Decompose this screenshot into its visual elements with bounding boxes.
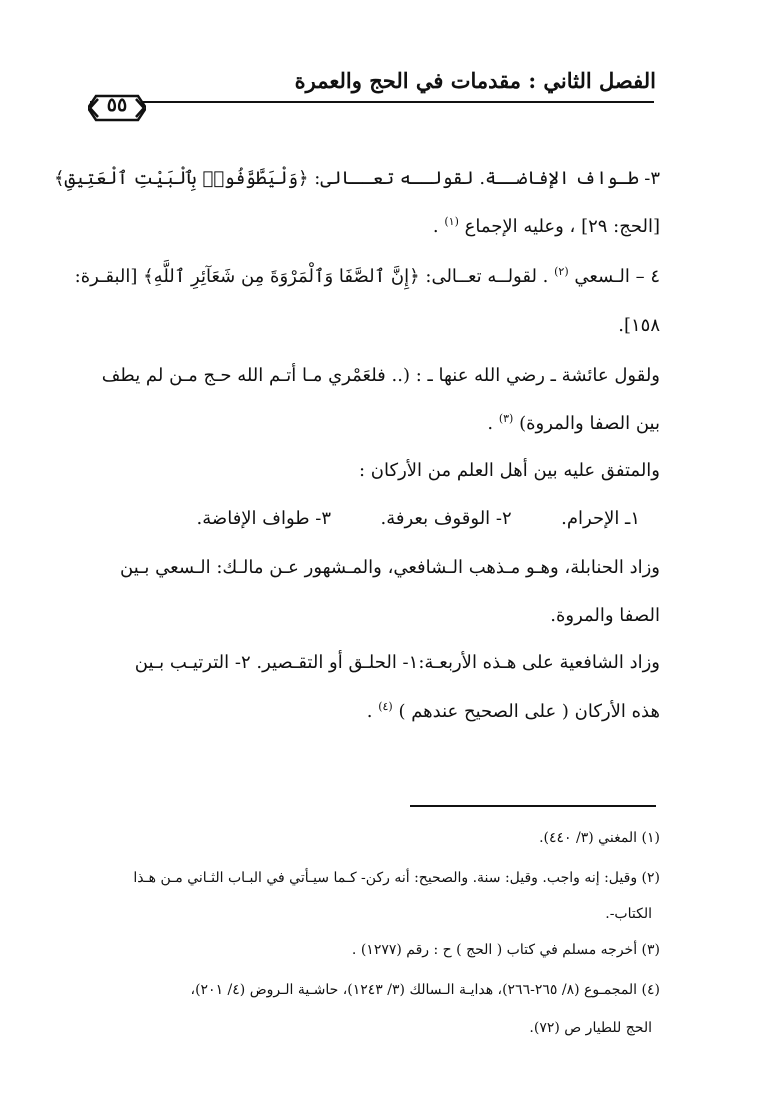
paragraph-hanabila-line2 — [100, 605, 660, 627]
footnote-2-line1: (٢) وقيل: إنه واجب. وقيل: سنة. والصحيح: أنه ركن- كـما سيـأتي في البـاب الثـاني مـن هـذا — [133, 870, 660, 886]
footnote-1: (١) المغني (٣/ ٤٤٠). — [539, 830, 660, 846]
paragraph-hanabila-line1 — [100, 557, 660, 579]
paragraph-aisha-line2 — [100, 412, 660, 435]
text-sai: ٤ – الـسعي — [574, 266, 660, 287]
text-tawaf: ٣- طـواف الإفاضــة. لقولــه تعــالى: ﴿وَلْيَطَّوَّفُوا۟ بِٱلْبَيْتِ ٱلْعَتِيقِ﴾ — [54, 168, 660, 189]
chapter-title: الفصل الثاني : مقدمات في الحج والعمرة — [294, 68, 656, 93]
text-order: هذه الأركان ( على الصحيح عندهم ) — [398, 701, 660, 722]
footnote-ref-1[interactable]: (١) — [444, 215, 459, 228]
text-period: . — [487, 413, 494, 434]
pillars-list — [80, 508, 640, 530]
list-item-arafah: ٢- الوقوف بعرفة. — [380, 508, 512, 529]
list-item-ifadah: ٣- طواف الإفاضة. — [196, 508, 332, 529]
paragraph-shafiiyya-line1 — [100, 652, 660, 674]
paragraph-aisha-line1 — [100, 365, 660, 387]
text-agreed-pillars: والمتفق عليه بين أهل العلم من الأركان : — [359, 460, 660, 481]
footnote-4-line2: الحج للطيار ص (٧٢). — [529, 1020, 652, 1036]
paragraph-agreed-pillars — [100, 460, 660, 482]
text-safa-marwa: بين الصفا والمروة) — [519, 413, 660, 434]
footnote-ref-4[interactable]: (٤) — [378, 700, 393, 713]
text-period: . — [432, 216, 439, 237]
paragraph-sai-line1 — [74, 265, 660, 288]
text-hanabila: وزاد الحنابلة، وهـو مـذهب الـشافعي، والمـشهور عـن مالـك: الـسعي بـين — [120, 557, 660, 578]
header-rule — [90, 101, 654, 103]
paragraph-sai-line2 — [100, 315, 660, 337]
list-item-ihram: ١ـ الإحرام. — [561, 508, 640, 529]
page-number: ٥٥ — [106, 94, 128, 116]
footnote-ref-3[interactable]: (٣) — [498, 412, 514, 425]
paragraph-shafiiyya-line2 — [100, 700, 660, 723]
text-hajj-ref: [الحج: ٢٩] ، وعليه الإجماع — [464, 216, 660, 237]
paragraph-tawaf-line1 — [54, 168, 660, 190]
text-sai-verse: . لقولــه تعــالى: ﴿إِنَّ ٱلصَّفَا وَٱلْمَرْوَةَ مِن شَعَآئِرِ ٱللَّهِ﴾ [البقـرة: — [74, 266, 549, 287]
text-shafiiyya: وزاد الشافعية على هـذه الأربعـة:١- الحلـق أو التقـصير. ٢- الترتيـب بـين — [134, 652, 660, 673]
page-number-badge — [88, 90, 146, 126]
footnote-4-line1: (٤) المجمـوع (٨/ ٢٦٥-٢٦٦)، هدايـة الـسالك (٣/ ١٢٤٣)، حاشـية الـروض (٤/ ٢٠١)، — [190, 982, 660, 998]
text-baqara-ref: ١٥٨]. — [618, 315, 660, 336]
paragraph-tawaf-line2 — [100, 215, 660, 238]
text-aisha: ولقول عائشة ـ رضي الله عنها ـ : (.. فلعَمْري مـا أتـم الله حـج مـن لم يطف — [101, 365, 660, 386]
text-safa-marwa-2: الصفا والمروة. — [550, 605, 660, 626]
footnote-3: (٣) أخرجه مسلم في كتاب ( الحج ) ح : رقم (١٢٧٧) . — [351, 942, 660, 958]
text-period: . — [366, 701, 373, 722]
footnote-separator — [410, 805, 656, 807]
footnote-2-line2: الكتاب-. — [605, 906, 652, 922]
footnote-ref-2[interactable]: (٢) — [554, 265, 569, 278]
